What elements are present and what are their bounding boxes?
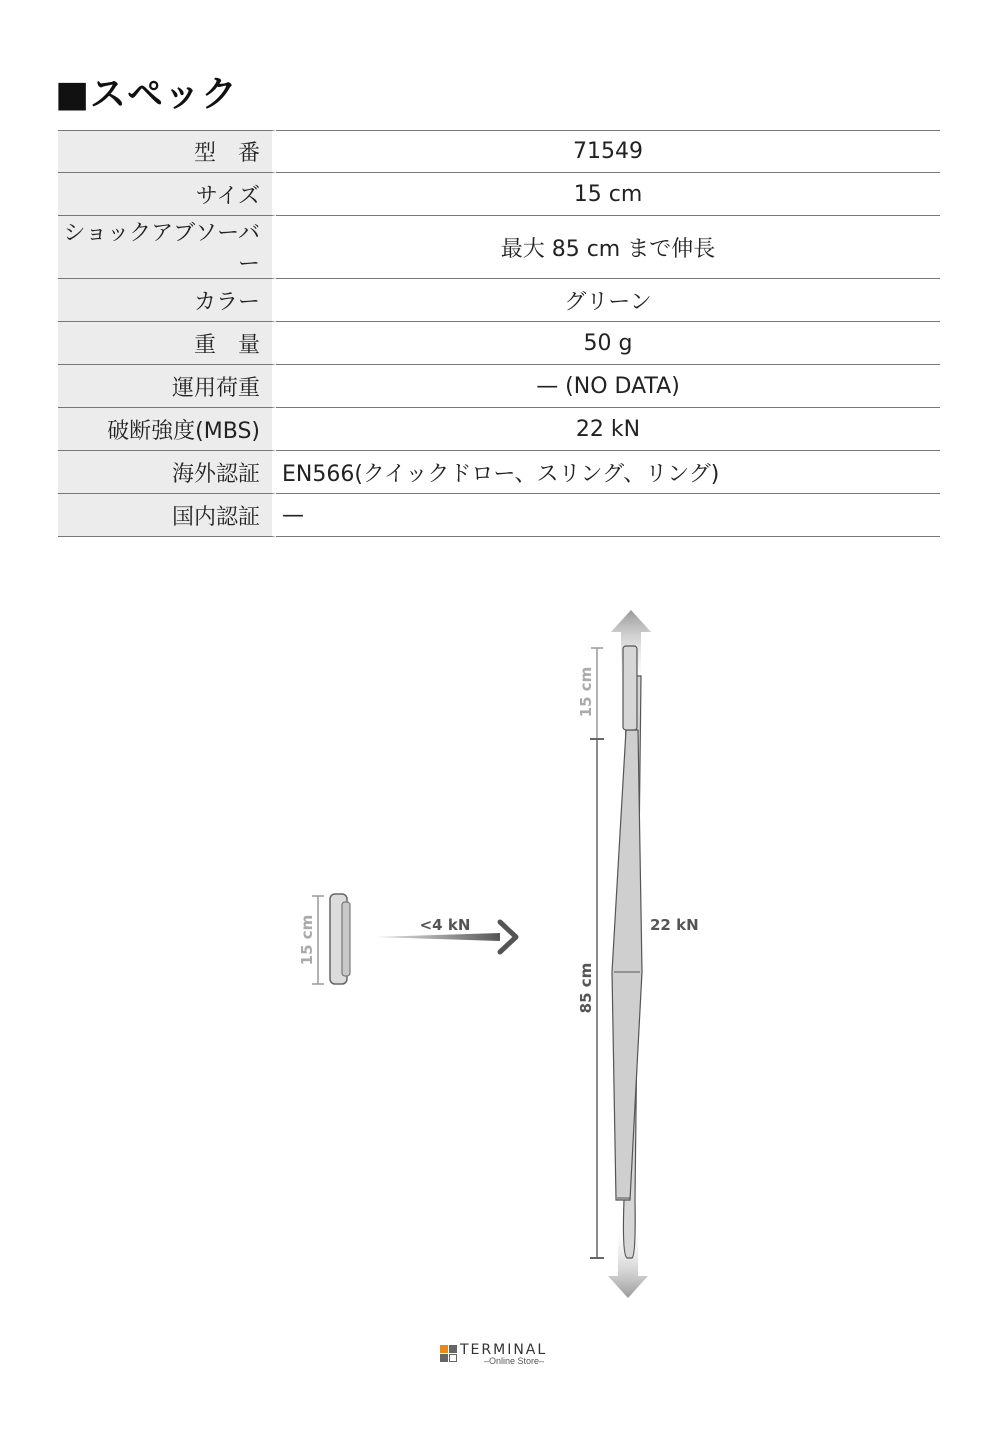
- arrow-head-icon: [500, 922, 516, 952]
- spec-value-intl-cert: EN566(クイックドロー、スリング、リング): [276, 451, 940, 494]
- spec-value-color: グリーン: [276, 279, 940, 322]
- spec-value-domestic-cert: —: [276, 494, 940, 537]
- spec-label-shock-absorber: ショックアブソーバー: [58, 216, 276, 279]
- extended-sling: [577, 610, 699, 1298]
- logo-square-icon: [449, 1345, 457, 1353]
- arrow-shaft-icon: [374, 933, 500, 941]
- spec-label-size: サイズ: [58, 173, 276, 216]
- terminal-logo: [438, 1343, 563, 1369]
- logo-square-icon: [449, 1354, 457, 1362]
- logo-square-icon: [440, 1354, 448, 1362]
- spec-label-intl-cert: 海外認証: [58, 451, 276, 494]
- spec-label-working-load: 運用荷重: [58, 365, 276, 408]
- sling-fold-icon: [342, 902, 350, 976]
- spec-label-mbs: 破断強度(MBS): [58, 408, 276, 451]
- logo-text: TERMINAL: [460, 1342, 548, 1358]
- small-length-label: 15 cm: [298, 914, 316, 966]
- logo-square-icon: [440, 1345, 448, 1353]
- logo-subtitle: –Online Store–: [484, 1356, 545, 1366]
- compact-sling: [298, 894, 350, 984]
- spec-value-weight: 50 g: [276, 322, 940, 365]
- sling-end-icon: [623, 646, 637, 730]
- large-force-label: 22 kN: [650, 916, 699, 934]
- spec-label-color: カラー: [58, 279, 276, 322]
- spec-label-domestic-cert: 国内認証: [58, 494, 276, 537]
- sling-strand-icon: [612, 730, 642, 1200]
- small-force-label: <4 kN: [419, 916, 471, 934]
- spec-value-shock-absorber: 最大 85 cm まで伸長: [276, 216, 940, 279]
- extended-length-label: 85 cm: [577, 962, 595, 1014]
- page-title: ■スペック: [55, 74, 239, 115]
- spec-label-weight: 重 量: [58, 322, 276, 365]
- spec-value-model: 71549: [276, 130, 940, 173]
- top-length-label: 15 cm: [577, 666, 595, 718]
- spec-label-model: 型 番: [58, 130, 276, 173]
- spec-value-mbs: 22 kN: [276, 408, 940, 451]
- spec-value-size: 15 cm: [276, 173, 940, 216]
- load-arrow: [374, 916, 516, 952]
- spec-value-working-load: — (NO DATA): [276, 365, 940, 408]
